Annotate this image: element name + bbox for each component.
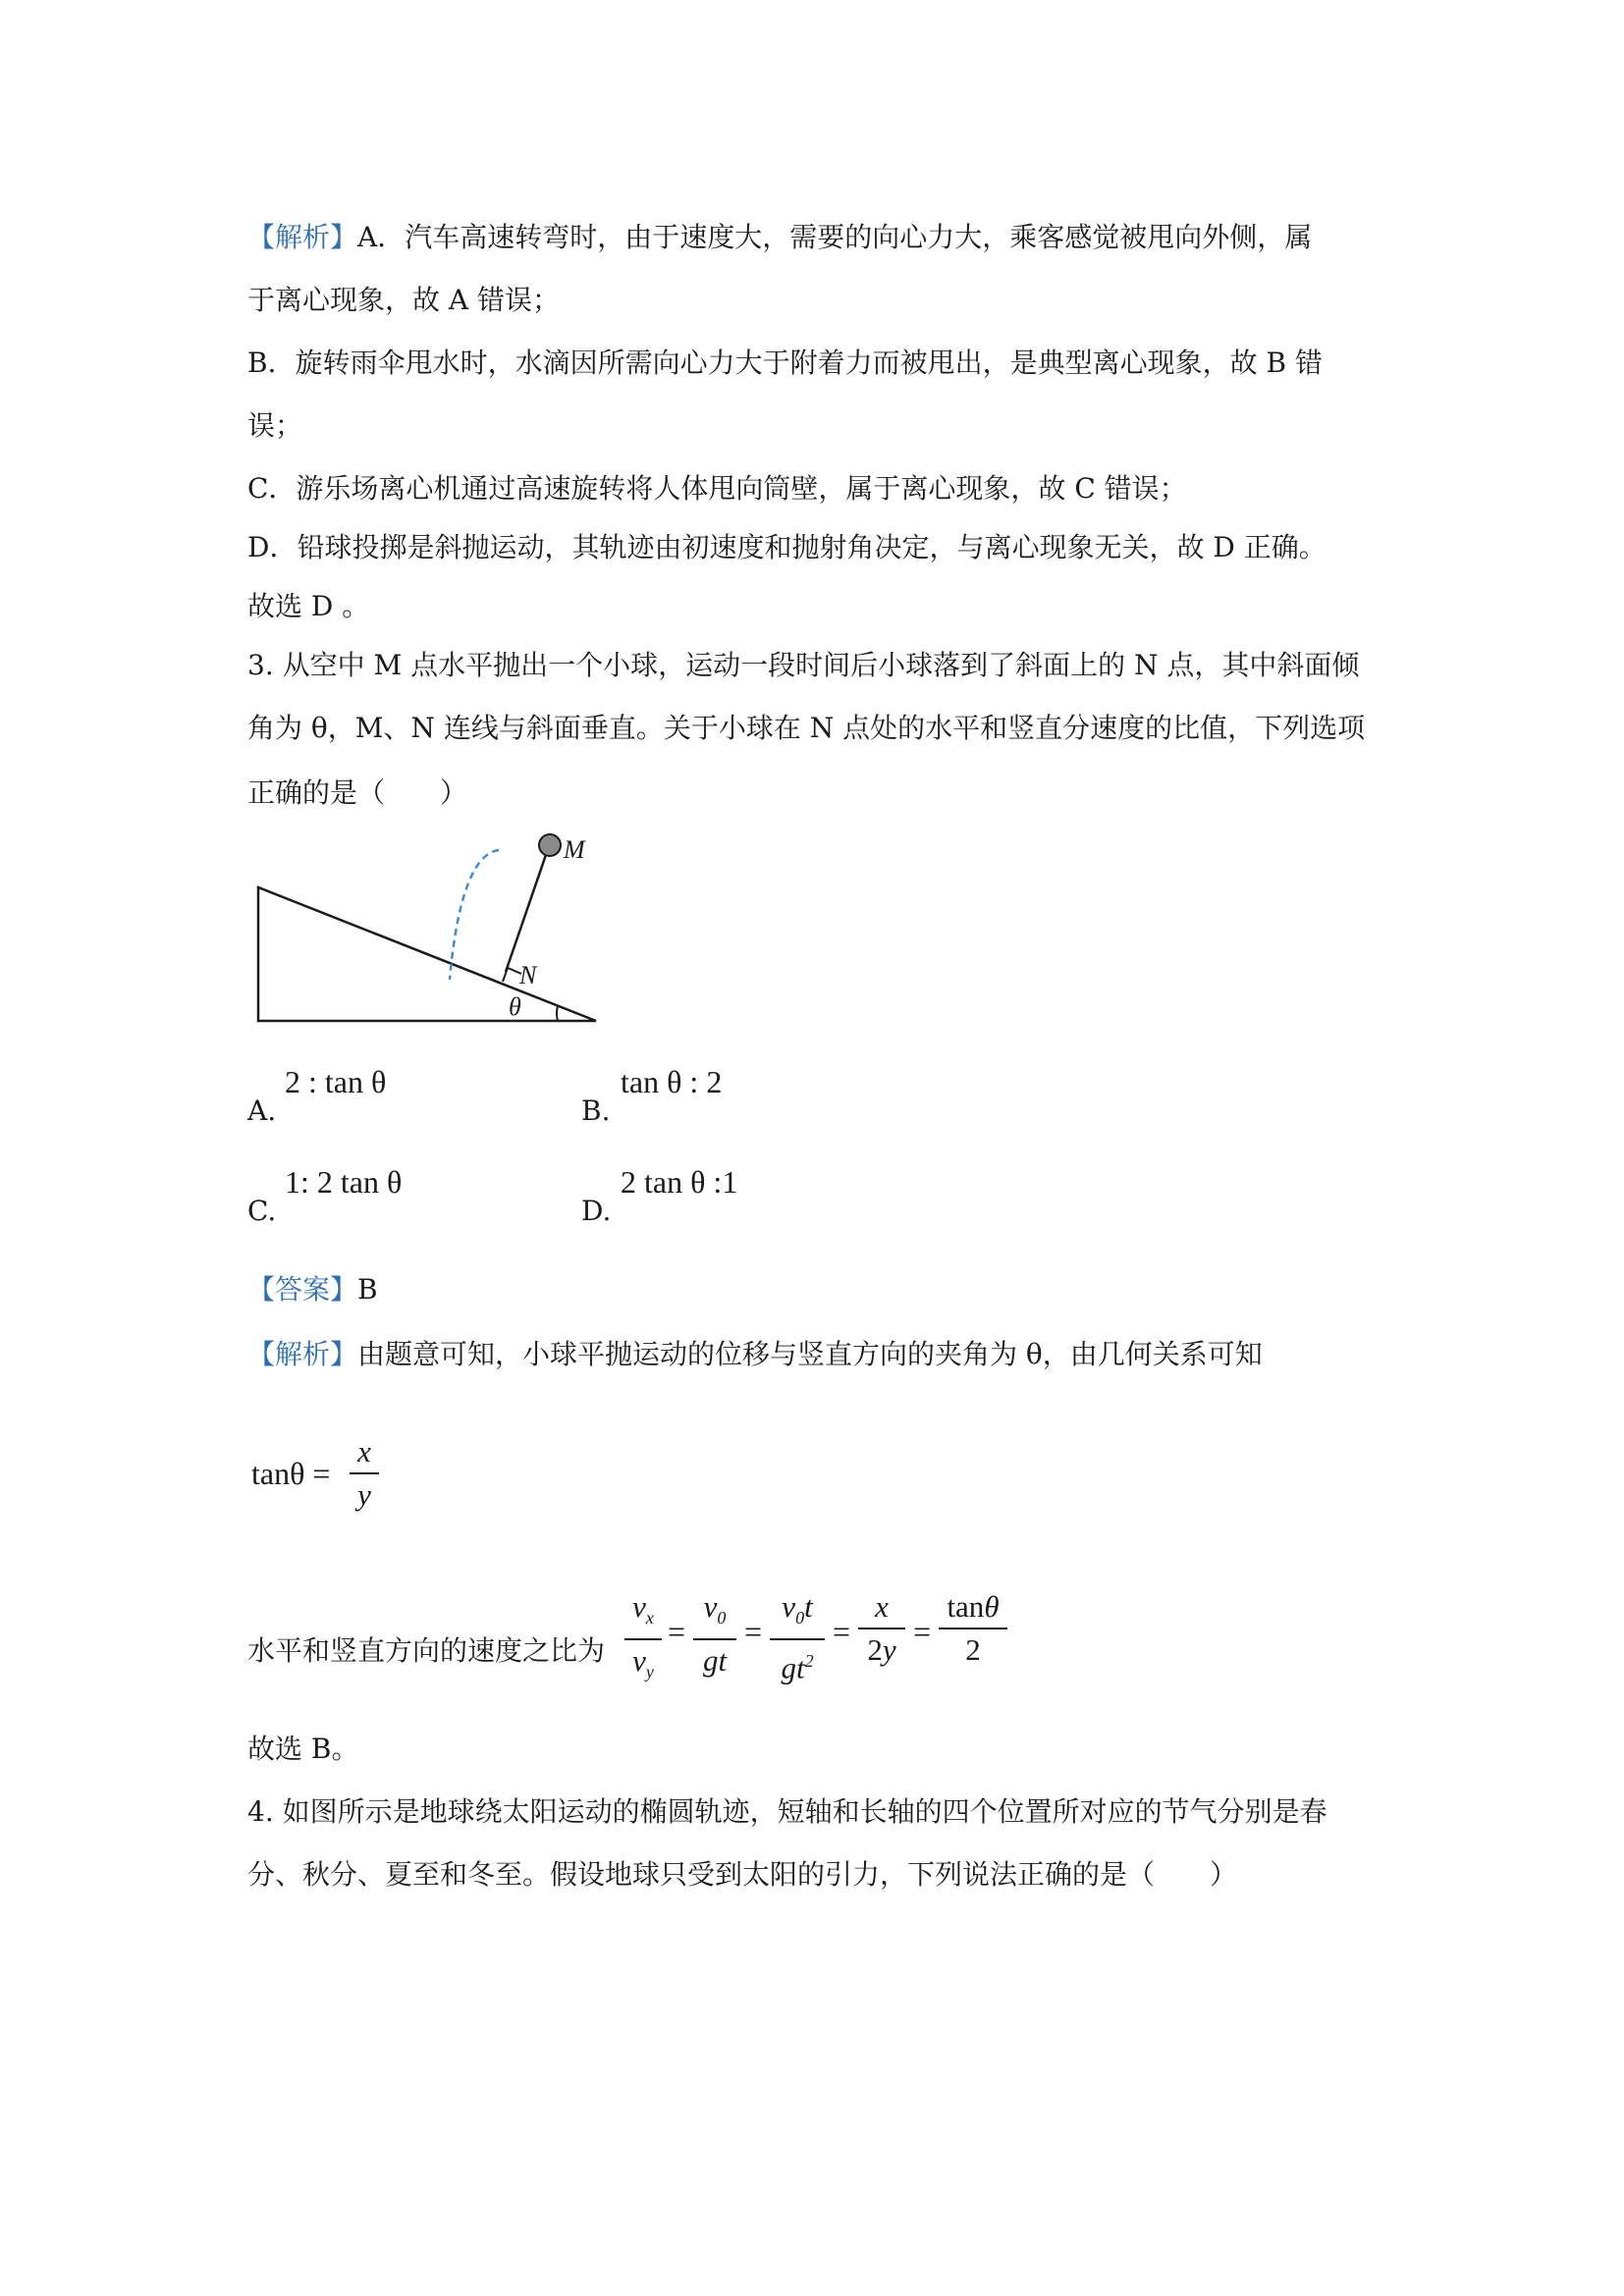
eq1-fraction — [350, 1433, 379, 1514]
ball-m — [539, 834, 561, 856]
option-c-letter: C. — [247, 1195, 277, 1227]
mn-segment — [506, 849, 548, 972]
q3-analysis-line: 【解析】由题意可知，小球平抛运动的位移与竖直方向的夹角为 θ，由几何关系可知 — [247, 1338, 1263, 1370]
q3-conclusion: 故选 B。 — [247, 1733, 359, 1765]
analysis-line-3: B．旋转雨伞甩水时，水滴因所需向心力大于附着力而被甩出，是典型离心现象，故 B 错 — [247, 347, 1323, 379]
option-b-letter: B. — [581, 1095, 611, 1127]
option-a-expr: 2 : tan θ — [285, 1064, 387, 1099]
q3-stem-line-2: 角为 θ，M、N 连线与斜面垂直。关于小球在 N 点处的水平和竖直分速度的比值，下列选项 — [247, 712, 1366, 744]
angle-arc — [557, 1006, 558, 1021]
option-c-expr: 1: 2 tan θ — [285, 1164, 403, 1200]
answer-line — [247, 1270, 378, 1309]
label-m: M — [564, 835, 585, 864]
incline-figure — [245, 825, 609, 1031]
q4-stem-line-2: 分、秋分、夏至和冬至。假设地球只受到太阳的引力，下列说法正确的是（ ） — [247, 1858, 1238, 1891]
analysis-tag: 【解析】 — [247, 221, 358, 253]
q3-analysis-tag: 【解析】 — [247, 1338, 358, 1370]
label-theta: θ — [509, 992, 521, 1021]
eq1-numerator: x — [357, 1434, 371, 1468]
option-d-letter: D. — [581, 1195, 612, 1227]
option-d-expr: 2 tan θ :1 — [621, 1164, 738, 1200]
ratio-text: 水平和竖直方向的速度之比为 — [247, 1634, 606, 1667]
eq1-lhs: tanθ = — [251, 1456, 331, 1491]
eq1-denominator: y — [357, 1477, 371, 1512]
q3-stem-line-3: 正确的是（ ） — [247, 776, 468, 809]
analysis-line-2: 于离心现象，故 A 错误； — [247, 284, 561, 316]
q4-stem-line-1: 4. 如图所示是地球绕太阳运动的椭圆轨迹，短轴和长轴的四个位置所对应的节气分别是春 — [247, 1795, 1327, 1828]
option-b-expr: tan θ : 2 — [621, 1064, 723, 1099]
q3-stem-line-1: 3. 从空中 M 点水平抛出一个小球，运动一段时间后小球落到了斜面上的 N 点，其中斜面倾 — [247, 649, 1360, 681]
option-a-letter: A. — [247, 1095, 277, 1127]
analysis-line-5: C．游乐场离心机通过高速旋转将人体甩向筒壁，属于离心现象，故 C 错误； — [247, 472, 1187, 505]
analysis-line-1: 【解析】A．汽车高速转弯时，由于速度大，需要的向心力大，乘客感觉被甩向外侧，属 — [247, 221, 1313, 253]
analysis-line-6: D．铅球投掷是斜抛运动，其轨迹由初速度和抛射角决定，与离心现象无关，故 D 正确。 — [247, 531, 1326, 563]
answer-tag: 【答案】 — [247, 1273, 358, 1306]
label-n: N — [519, 961, 537, 989]
analysis-line-7: 故选 D 。 — [247, 590, 370, 622]
answer-value: B — [357, 1273, 378, 1306]
incline-triangle — [258, 887, 596, 1021]
trajectory-curve — [450, 850, 499, 980]
analysis-line-4: 误； — [247, 409, 303, 442]
